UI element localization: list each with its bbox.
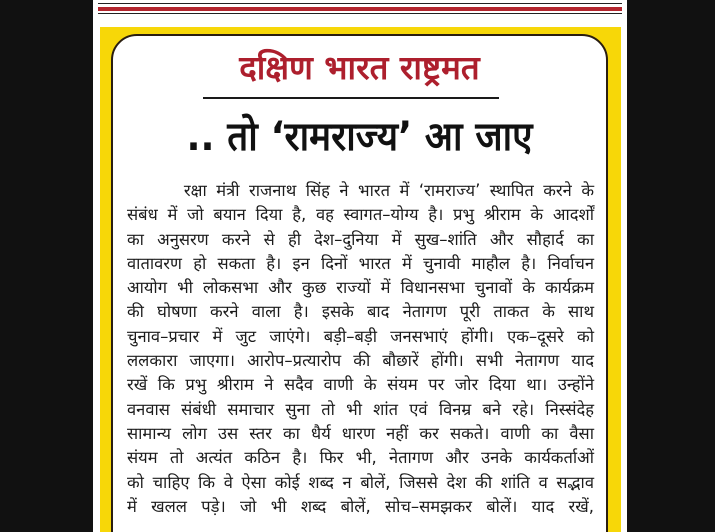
- body-line: आयोग भी लोकसभा और कुछ राज्यों में विधानसभा चुनावों के कार्यक्रम: [127, 278, 594, 298]
- top-thin-rule: [98, 3, 622, 4]
- body-line: चुनाव–प्रचार में जुट जाएंगे। बड़ी–बड़ी जनसभाएं होंगी। एक–दूसरे को: [127, 326, 594, 346]
- body-line: संबंध में जो बयान दिया है, वह स्वागत–योग्य है। प्रभु श्रीराम के आदर्शों: [127, 205, 594, 225]
- article-panel: [111, 34, 608, 532]
- masthead-title: दक्षिण भारत राष्ट्रमत: [239, 48, 480, 87]
- article-body: [127, 179, 594, 519]
- article-headline: .. तो ‘रामराज्य’ आ जाए: [186, 114, 533, 160]
- top-red-rule: [98, 7, 622, 11]
- body-line: रखें कि प्रभु श्रीराम ने सदैव वाणी के संयम पर जोर दिया था। उन्होंने: [127, 375, 594, 395]
- body-line: वातावरण हो सकता है। इन दिनों भारत में चुनावी माहौल है। निर्वाचन: [127, 253, 594, 273]
- body-line: वनवास संबंधी समाचार सुना तो भी शांत एवं विनम्र बने रहे। निस्संदेह: [127, 399, 594, 419]
- body-line: रक्षा मंत्री राजनाथ सिंह ने भारत में ‘रामराज्य’ स्थापित करने के: [127, 181, 594, 200]
- masthead-divider: [203, 97, 499, 99]
- body-line: संयम तो अत्यंत कठिन है। फिर भी, नेतागण और उनके कार्यकर्ताओं: [127, 448, 594, 468]
- yellow-frame: [100, 27, 621, 532]
- body-line: का अनुसरण करने से ही देश–दुनिया में सुख–शांति और सौहार्द का: [127, 229, 594, 249]
- body-line: में खलल पड़े। जो भी शब्द बोलें, सोच–समझकर बोलें। याद रखें,: [127, 496, 594, 516]
- newspaper-clipping: [93, 0, 627, 532]
- body-line: सामान्य लोग उस स्तर का धैर्य धारण नहीं कर सकते। वाणी का वैसा: [127, 423, 594, 443]
- body-line: ललकारा जाएगा। आरोप–प्रत्यारोप की बौछारें होंगी। सभी नेतागण याद: [127, 351, 594, 371]
- body-line: की घोषणा करने वाला है। इसके बाद नेतागण पूरी ताकत के साथ: [127, 302, 594, 322]
- body-line: को चाहिए कि वे ऐसा कोई शब्द न बोलें, जिससे देश की शांति व सद्भाव: [127, 472, 594, 492]
- bottom-thin-rule: [98, 13, 622, 14]
